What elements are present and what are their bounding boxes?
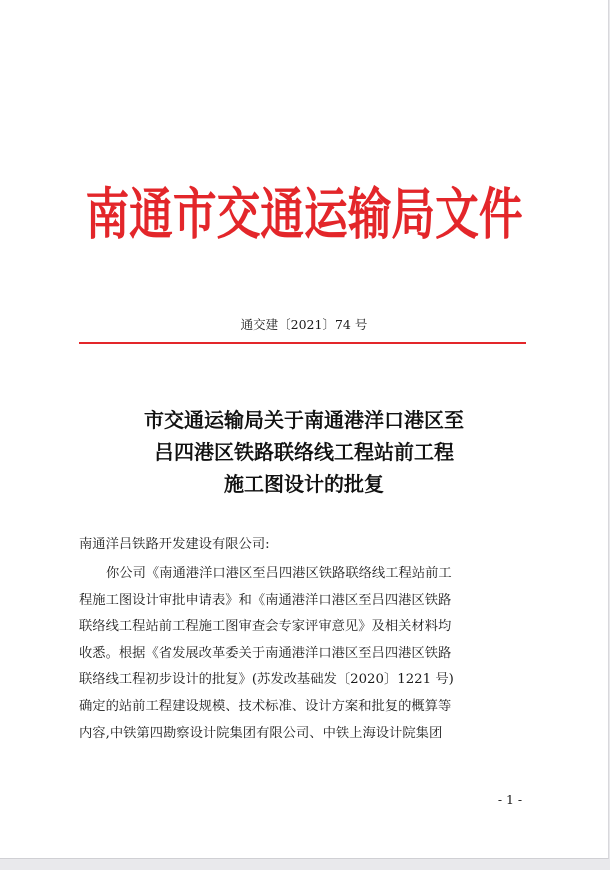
masthead-title	[0, 178, 608, 254]
body-line: 内容,中铁第四勘察设计院集团有限公司、中铁上海设计院集团	[79, 725, 443, 741]
title-line-2: 吕四港区铁路联络线工程站前工程	[154, 440, 454, 464]
body-line: 联络线工程站前工程施工图审查会专家评审意见》及相关材料均	[79, 619, 452, 635]
body-line: 你公司《南通港洋口港区至吕四港区铁路联络线工程站前工	[106, 566, 452, 581]
title-line-1: 市交通运输局关于南通港洋口港区至	[144, 408, 464, 432]
title-line-3: 施工图设计的批复	[224, 472, 384, 496]
body-line: 确定的站前工程建设规模、技术标准、设计方案和批复的概算等	[79, 698, 452, 714]
addressee: 南通洋吕铁路开发建设有限公司:	[79, 537, 270, 552]
body-line: 程施工图设计审批申请表》和《南通港洋口港区至吕四港区铁路	[79, 592, 452, 608]
masthead-text: 南通市交通运输局文件	[85, 182, 523, 248]
document-number: 通交建〔2021〕74 号	[240, 317, 368, 332]
viewer-background	[0, 859, 610, 870]
body-line: 联络线工程初步设计的批复》(苏发改基础发〔2020〕1221 号)	[79, 672, 454, 688]
red-separator-line	[79, 342, 526, 344]
page-number: - 1 -	[497, 792, 523, 807]
body-paragraph	[79, 561, 531, 747]
document-title	[0, 404, 608, 500]
body-line: 收悉。根据《省发展改革委关于南通港洋口港区至吕四港区铁路	[79, 645, 452, 661]
